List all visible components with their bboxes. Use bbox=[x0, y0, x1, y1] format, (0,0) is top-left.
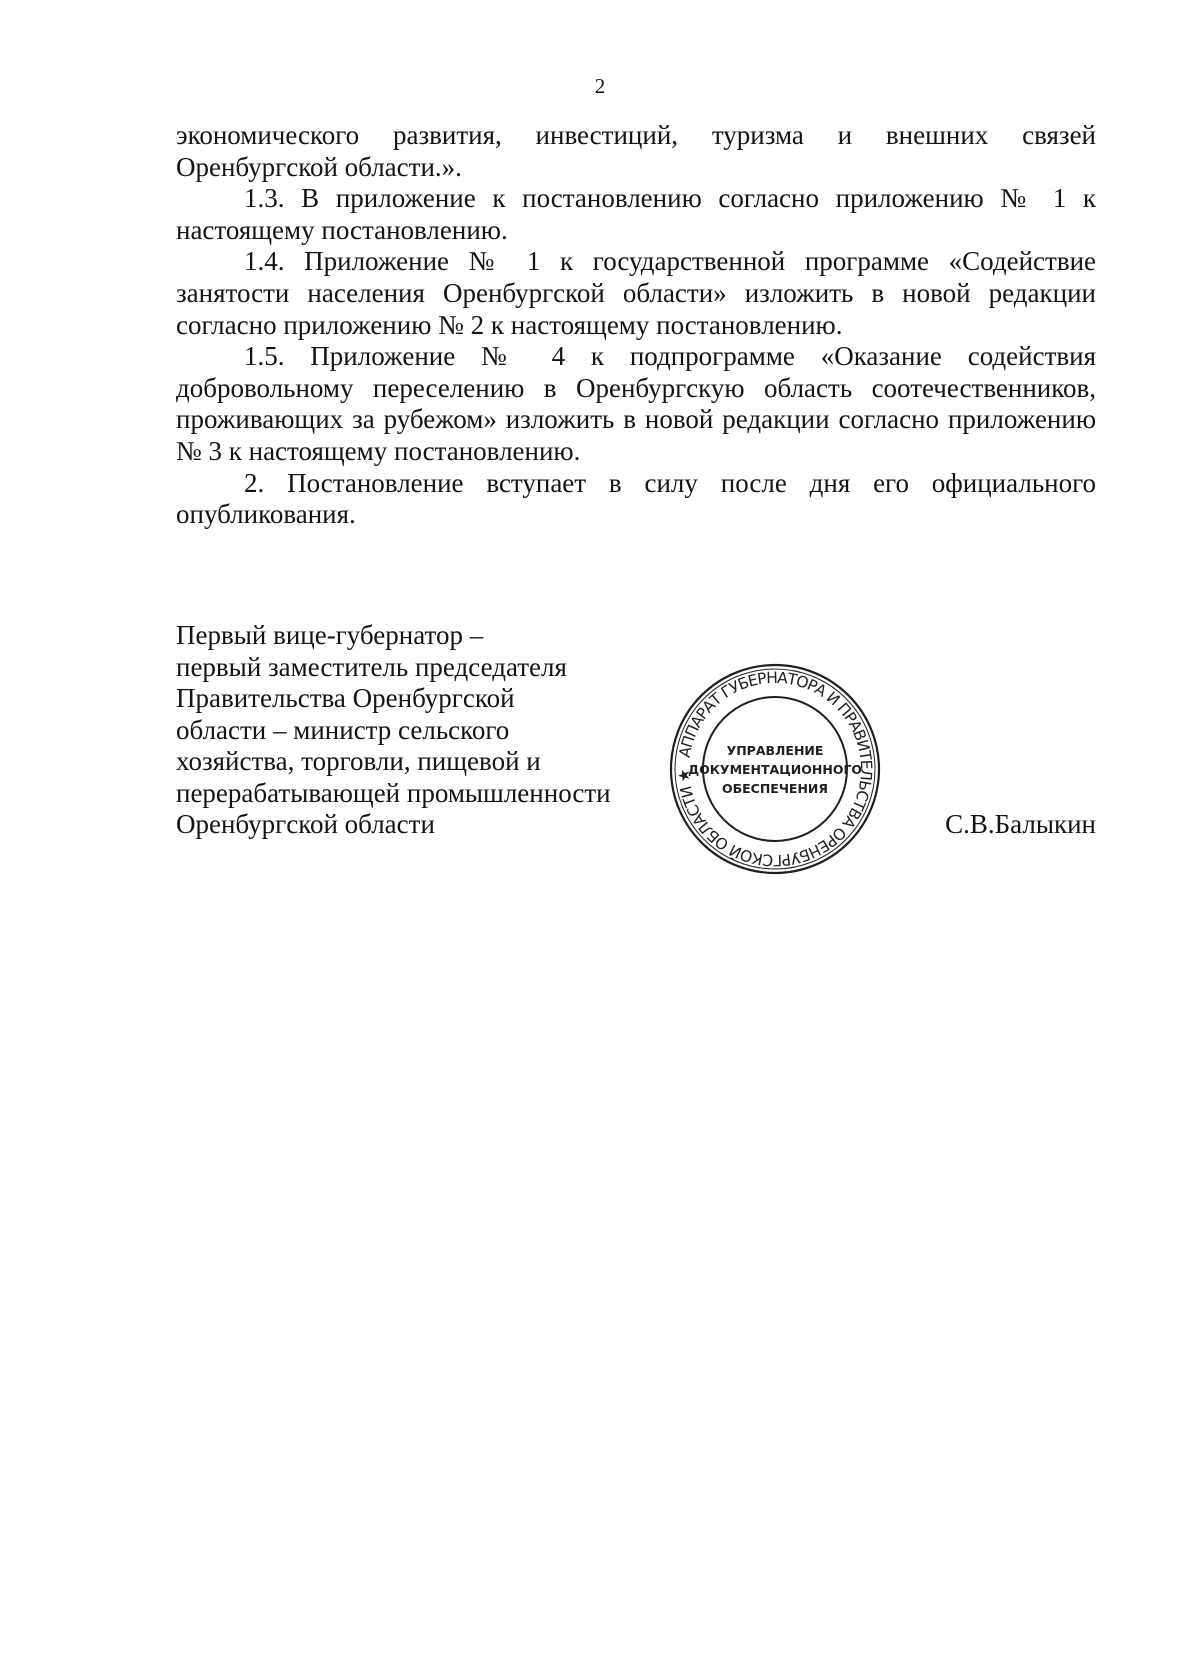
signatory-position-line: области – министр сельского bbox=[176, 714, 510, 745]
official-stamp bbox=[664, 658, 886, 880]
stamp-center-line: УПРАВЛЕНИЕ bbox=[726, 743, 824, 758]
paragraph-continuation: экономического развития, инвестиций, туризма и внешних связей Оренбургской области.». bbox=[176, 120, 1096, 182]
paragraph-1-5: 1.5. Приложение № 4 к подпрограмме «Оказание содействия добровольному переселению в Оренбургскую область соотечественников, проживающих за рубежом» изложить в новой редакции согласно приложению № 3 к настоящему постановлению. bbox=[176, 341, 1096, 466]
signatory-position-line: Правительства Оренбургской bbox=[176, 683, 515, 713]
paragraph-1-4: 1.4. Приложение № 1 к государственной программе «Содействие занятости населения Оренбургской области» изложить в новой редакции согласно приложению № 2 к настоящему постановлению. bbox=[176, 246, 1096, 340]
stamp-seal bbox=[664, 658, 886, 880]
signatory-position-line: перерабатывающей промышленности bbox=[176, 777, 611, 808]
signatory-name: С.В.Балыкин bbox=[945, 809, 1096, 839]
paragraph-2: 2. Постановление вступает в силу после дня его официального опубликования. bbox=[176, 467, 1096, 530]
signatory-position-line: Оренбургской области bbox=[176, 809, 435, 839]
signatory-position-line: хозяйства, торговли, пищевой и bbox=[176, 746, 541, 776]
stamp-center-line: ДОКУМЕНТАЦИОННОГО bbox=[687, 762, 863, 777]
paragraph-1-3: 1.3. В приложение к постановлению согласно приложению № 1 к настоящему постановлению. bbox=[176, 183, 1096, 245]
document-body bbox=[176, 120, 1096, 531]
stamp-ring-text: АППАРАТ ГУБЕРНАТОРА И ПРАВИТЕЛЬСТВА ОРЕНБУРГСКОЙ ОБЛАСТИ ★ bbox=[674, 668, 876, 870]
stamp-center-line: ОБЕСПЕЧЕНИЯ bbox=[721, 781, 829, 796]
page-number: 2 bbox=[594, 74, 606, 98]
signatory-position-line: первый заместитель председателя bbox=[176, 651, 567, 682]
signatory-position bbox=[176, 620, 656, 841]
signatory-position-line: Первый вице-губернатор – bbox=[176, 620, 484, 650]
